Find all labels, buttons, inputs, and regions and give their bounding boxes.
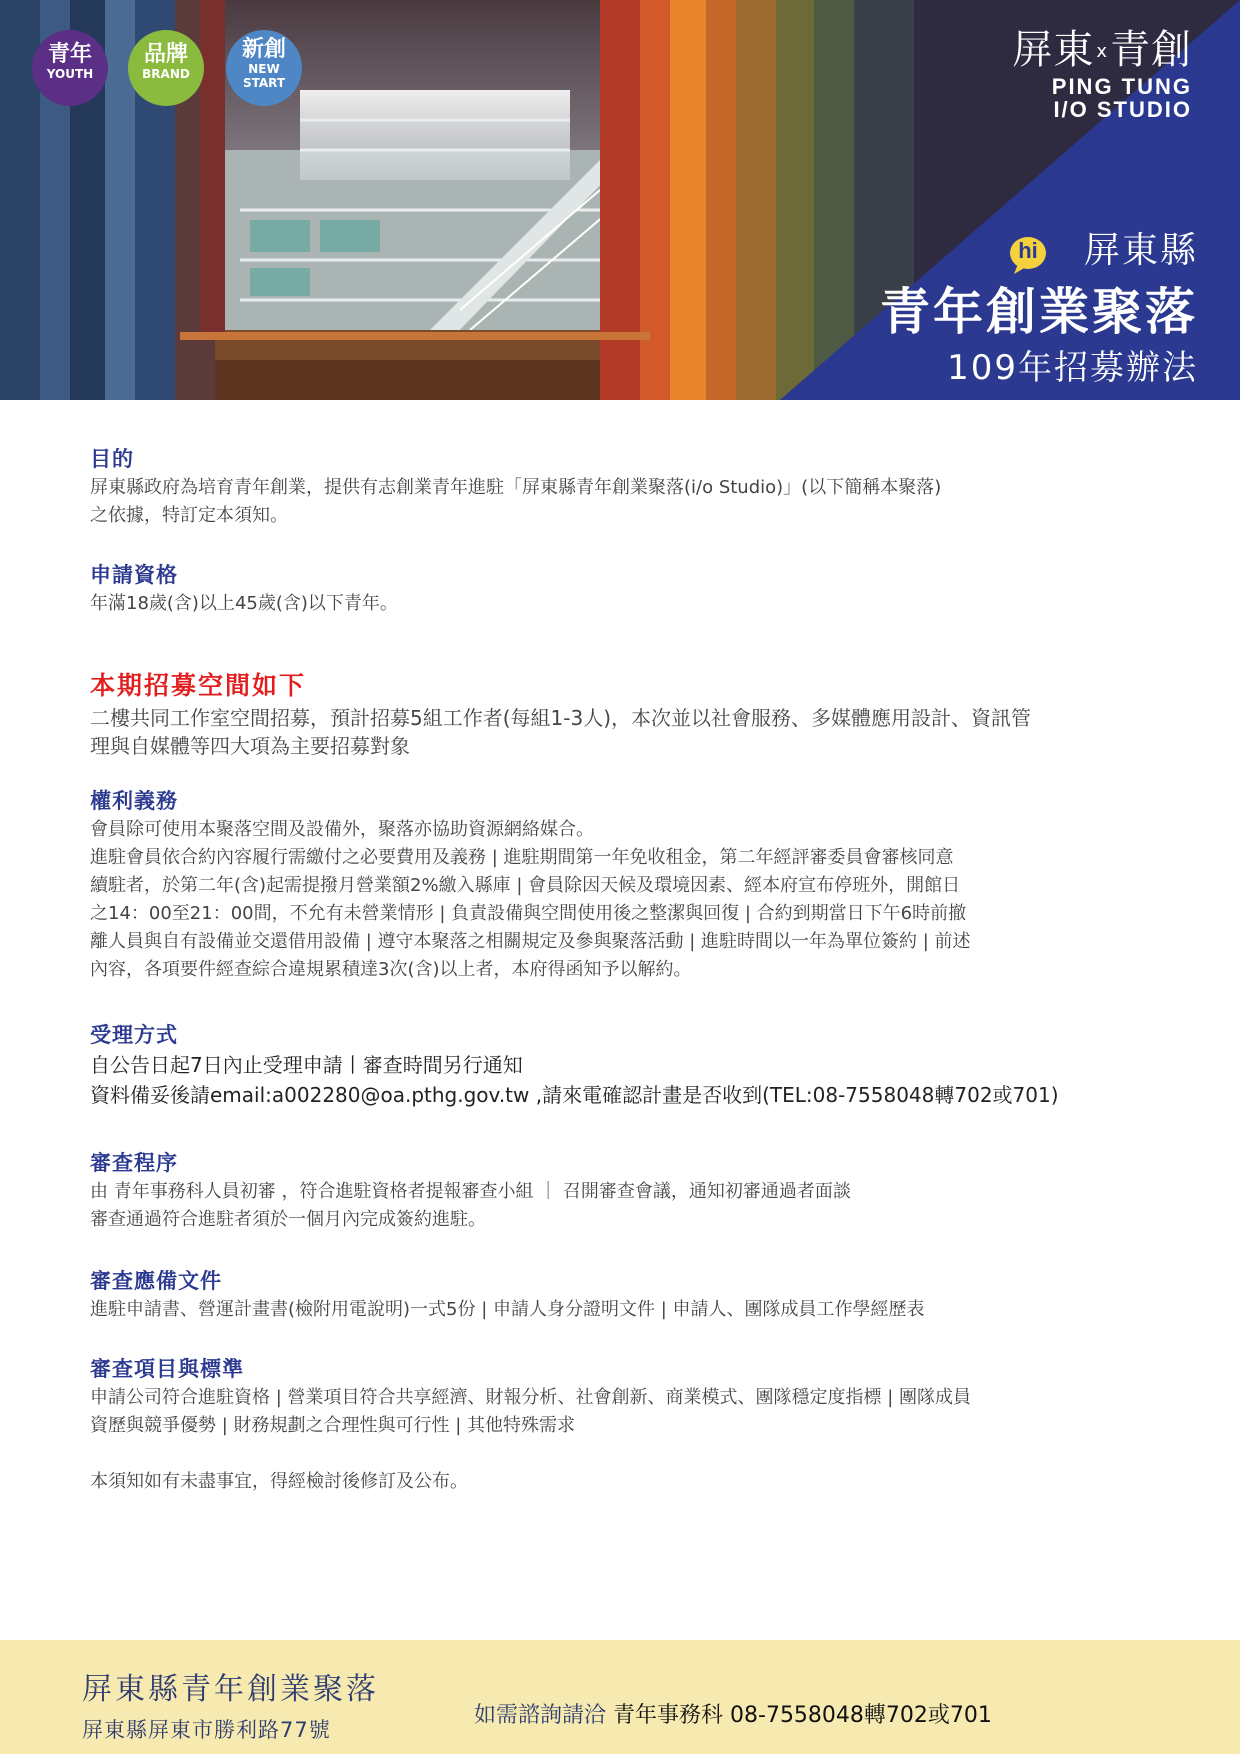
criteria-heading: 審查項目與標準: [90, 1357, 244, 1381]
footer-contact-prefix: 如需諮詢請洽: [474, 1703, 607, 1728]
badge-brand: [128, 30, 204, 106]
section-eligibility: [90, 560, 1170, 618]
recruit-body: 二樓共同工作室空間招募，預計招募5組工作者(每組1-3人)，本次並以社會服務、多媒體應用設計、資訊管 理與自媒體等四大項為主要招募對象: [90, 706, 1031, 758]
closing-note: 本須知如有未盡事宜，得經檢討後修訂及公布。: [90, 1471, 468, 1492]
documents-body: 進駐申請書、營運計畫書(檢附用電說明)一式5份 | 申請人身分證明文件 | 申請人、團隊成員工作學經歷表: [90, 1299, 925, 1320]
application-body: 自公告日起7日內止受理申請丨審查時間另行通知 資料備妥後請email:a002280@oa.pthg.gov.tw ,請來電確認計畫是否收到(TEL:08-7558048轉702或701): [90, 1053, 1059, 1107]
hero-banner: [0, 0, 1240, 400]
section-criteria: [90, 1354, 1170, 1440]
logo-zh-right: 青創: [1110, 27, 1192, 73]
section-review-process: [90, 1148, 1170, 1234]
badge-youth: [32, 30, 108, 106]
hero-county: 屏東縣: [1083, 230, 1198, 271]
badge-new-en-2: START: [242, 76, 286, 90]
logo-zh: [992, 28, 1192, 74]
eligibility-heading: 申請資格: [90, 563, 178, 587]
recruit-heading: 本期招募空間如下: [90, 671, 307, 700]
section-documents: [90, 1266, 1170, 1324]
purpose-body: 屏東縣政府為培育青年創業，提供有志創業青年進駐「屏東縣青年創業聚落(i/o Studio)」(以下簡稱本聚落) 之依據，特訂定本須知。: [90, 477, 942, 526]
logo-x: x: [1096, 41, 1108, 62]
purpose-heading: 目的: [90, 447, 134, 471]
section-recruit: [90, 668, 1170, 760]
logo-en-line2: I/O STUDIO: [1053, 97, 1192, 122]
badge-new-start: [226, 30, 302, 106]
eligibility-body: 年滿18歲(含)以上45歲(含)以下青年。: [90, 593, 398, 614]
application-heading: 受理方式: [90, 1023, 178, 1047]
section-rights: [90, 786, 1170, 984]
documents-heading: 審查應備文件: [90, 1269, 222, 1293]
criteria-body: 申請公司符合進駐資格 | 營業項目符合共享經濟、財報分析、社會創新、商業模式、團隊穩定度指標 | 團隊成員 資歷與競爭優勢 | 財務規劃之合理性與可行性 | 其他特殊需求: [90, 1387, 972, 1436]
review-process-heading: 審查程序: [90, 1151, 178, 1175]
section-application: [90, 1020, 1170, 1110]
section-purpose: [90, 444, 1170, 530]
footer-org-name: 屏東縣青年創業聚落: [82, 1672, 379, 1707]
footer-address: 屏東縣屏東市勝利路77號: [82, 1718, 331, 1742]
footer-contact: [474, 1698, 992, 1729]
badge-youth-en: YOUTH: [46, 67, 94, 81]
hi-bubble-text: hi: [1018, 238, 1038, 263]
logo-zh-left: 屏東: [1012, 27, 1095, 73]
badge-brand-en: BRAND: [142, 67, 190, 81]
review-process-body: 由 青年事務科人員初審 ，符合進駐資格者提報審查小組 ｜ 召開審查會議，通知初審通過者面談 審查通過符合進駐者須於一個月內完成簽約進駐。: [90, 1181, 851, 1230]
rights-body: 會員除可使用本聚落空間及設備外，聚落亦協助資源網絡媒合。 進駐會員依合約內容履行需繳付之必要費用及義務 | 進駐期間第一年免收租金，第二年經評審委員會審核同意 續駐者，於第二年(含)起需提撥月營業額2%繳入縣庫 | 會員除因天候及環境因素、經本府宣布停班外，開館日 之14：00至21：00間，不允有未營業情形 | 負責設備與空間使用後之整潔與回復 | 合約到期當日下午6時前撤 離人員與自有設備並交還借用設備 | 遵守本聚落之相關規定及參與聚落活動 | 進駐時間以一年為單位簽約 | 前述 內容，各項要件經查綜合違規累積達3次(含)以上者，本府得函知予以解約。: [90, 819, 971, 980]
hero-subtitle: 109年招募辦法: [947, 348, 1198, 388]
badge-youth-zh: 青年: [47, 42, 92, 67]
footer: [0, 1640, 1240, 1754]
logo-en-line1: PING TUNG: [1051, 74, 1192, 99]
studio-logo: [992, 28, 1192, 120]
badge-new-zh: 新創: [241, 37, 286, 62]
hero-title: 青年創業聚落: [880, 283, 1198, 341]
badge-new-en-1: NEW: [248, 62, 280, 76]
badge-brand-zh: 品牌: [143, 42, 188, 67]
rights-heading: 權利義務: [90, 789, 178, 813]
footer-contact-dept: 青年事務科 08-7558048轉702或701: [613, 1703, 992, 1728]
